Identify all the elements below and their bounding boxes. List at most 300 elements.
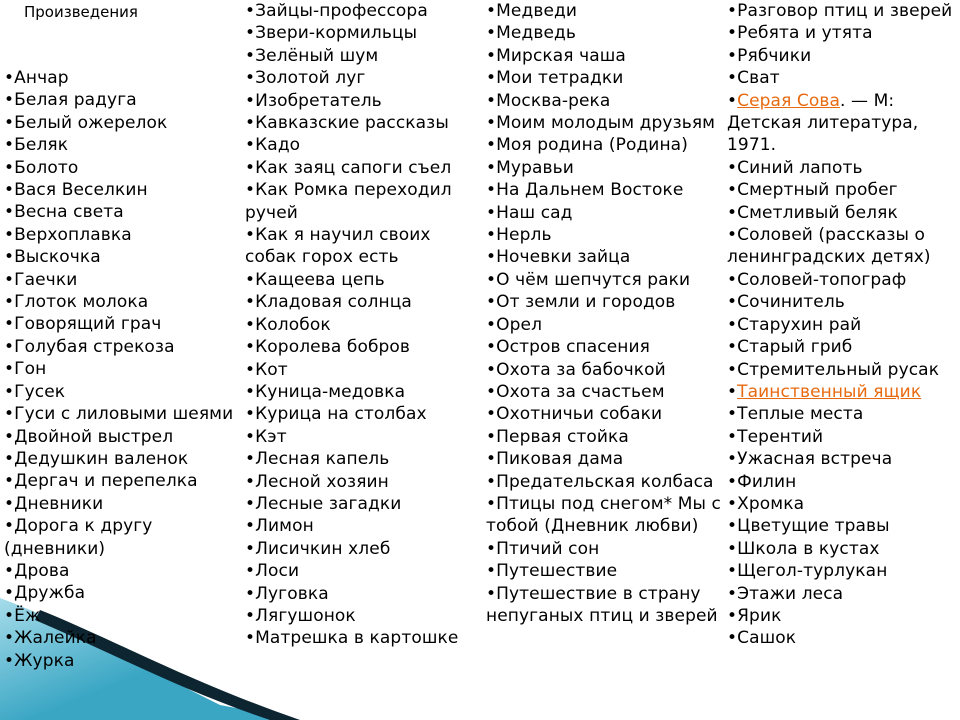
work-list-item: [245, 134, 485, 156]
work-title: Медведи: [496, 1, 578, 21]
work-link[interactable]: Серая Сова: [737, 90, 841, 111]
work-list-item: [4, 112, 242, 134]
work-title: Моим молодым друзьям: [496, 113, 716, 134]
work-title: Гаечки: [14, 269, 78, 290]
bullet-marker: •: [4, 471, 15, 492]
work-title: Изобретатель: [255, 90, 382, 111]
work-list-item: [486, 583, 722, 628]
work-title: Выскочка: [14, 247, 101, 268]
work-list-item: [245, 67, 485, 89]
bullet-marker: •: [245, 381, 256, 402]
work-title: Гон: [14, 359, 47, 380]
work-link[interactable]: Таинственный ящик: [737, 381, 922, 402]
work-title: Королева бобров: [255, 337, 411, 358]
work-list-item: [727, 583, 957, 605]
bullet-marker: •: [727, 493, 738, 514]
bullet-marker: •: [245, 90, 256, 111]
work-list-item: [245, 179, 485, 224]
bullet-marker: •: [727, 516, 738, 537]
work-list-item: [727, 291, 957, 313]
bullet-marker: •: [727, 269, 738, 290]
work-list-item: [4, 358, 242, 380]
bullet-marker: •: [486, 583, 497, 604]
work-list-item: [245, 22, 485, 44]
bullet-marker: •: [4, 202, 15, 223]
work-list-item: [727, 627, 957, 649]
work-title: Звери-кормильцы: [255, 23, 418, 44]
work-title: Гуси с лиловыми шеями: [14, 404, 234, 425]
work-list-item: [4, 426, 242, 448]
work-title: Жалейка: [14, 628, 97, 649]
work-title: Кот: [255, 359, 288, 380]
work-list-item: [4, 470, 242, 492]
work-list-item: [727, 224, 957, 269]
work-title: Школа в кустах: [737, 538, 880, 559]
work-title: Лесная капель: [255, 449, 390, 470]
work-list-item: [245, 403, 485, 425]
work-list-item: [727, 493, 957, 515]
bullet-marker: •: [486, 449, 497, 470]
work-title: Матрешка в картошке: [255, 628, 459, 649]
bullet-marker: •: [4, 493, 15, 514]
bullet-marker: •: [727, 583, 738, 604]
work-title: Кэт: [255, 426, 287, 447]
bullet-marker: •: [727, 292, 738, 313]
work-list-item: [486, 538, 722, 560]
bullet-marker: •: [486, 538, 497, 559]
bullet-marker: •: [727, 180, 738, 201]
work-list-item: [245, 269, 485, 291]
bullet-marker: •: [486, 135, 497, 156]
work-list-item: [486, 224, 722, 246]
work-list-item: [245, 90, 485, 112]
work-title: Стремительный русак: [737, 359, 940, 380]
work-title: Лесные загадки: [255, 493, 402, 514]
work-list-item: [4, 605, 242, 627]
bullet-marker: •: [245, 292, 256, 313]
work-list-item: [486, 246, 722, 268]
bullet-marker: •: [4, 605, 15, 626]
work-list-item: [727, 471, 957, 493]
work-title: Анчар: [14, 68, 69, 88]
work-list-item: [486, 22, 722, 44]
work-list-item: [4, 246, 242, 268]
work-list-item: [486, 560, 722, 582]
work-title: Терентий: [737, 426, 824, 447]
bullet-marker: •: [245, 605, 256, 626]
work-title: Предательская колбаса: [496, 471, 714, 492]
work-list-item: [245, 471, 485, 493]
bullet-marker: •: [4, 90, 15, 111]
work-list-item: [245, 336, 485, 358]
bullet-marker: •: [245, 157, 256, 178]
work-title: Гусек: [14, 381, 66, 402]
bullet-marker: •: [245, 426, 256, 447]
work-list-item: [245, 493, 485, 515]
work-title: Ярик: [737, 605, 782, 626]
work-list-item: [486, 291, 722, 313]
bullet-marker: •: [486, 1, 497, 21]
work-list-item: [727, 426, 957, 448]
work-title: Разговор птиц и зверей: [737, 1, 953, 21]
bullet-marker: •: [245, 113, 256, 134]
work-list-item: [4, 89, 242, 111]
work-title: О чём шепчутся раки: [496, 269, 691, 290]
bullet-marker: •: [727, 605, 738, 626]
bullet-marker: •: [245, 23, 256, 44]
work-title: Птицы под снегом* Мы с тобой (Дневник любви): [486, 493, 721, 537]
work-list-item: [486, 381, 722, 403]
work-list-item: [4, 224, 242, 246]
bullet-marker: •: [4, 135, 15, 156]
bullet-marker: •: [245, 493, 256, 514]
work-list-item: [727, 0, 957, 22]
work-title: Сашок: [737, 628, 797, 649]
work-title: Ёж: [14, 605, 41, 626]
work-list-item: [727, 336, 957, 358]
bullet-marker: •: [245, 314, 256, 335]
work-title: Ребята и утята: [737, 23, 873, 44]
work-list-item: [486, 471, 722, 493]
bullet-marker: •: [486, 404, 497, 425]
work-title: Рябчики: [737, 45, 812, 66]
work-title: Беляк: [14, 135, 69, 156]
work-title: Наш сад: [496, 202, 573, 223]
bullet-marker: •: [245, 471, 256, 492]
work-title: Хромка: [737, 493, 805, 514]
work-list-item: [4, 515, 242, 560]
work-title: Двойной выстрел: [14, 426, 174, 447]
work-list-item: [4, 560, 242, 582]
work-list-item: [245, 627, 485, 649]
bullet-marker: •: [4, 157, 15, 178]
work-list-item: [245, 224, 485, 269]
work-title: Сочинитель: [737, 292, 845, 313]
bullet-marker: •: [727, 359, 738, 380]
bullet-marker: •: [727, 23, 738, 44]
bullet-marker: •: [4, 68, 15, 88]
work-list-item: [4, 201, 242, 223]
bullet-marker: •: [727, 426, 738, 447]
work-title: Болото: [14, 157, 79, 178]
work-list-item: [245, 157, 485, 179]
work-list-item: [486, 179, 722, 201]
bullet-marker: •: [4, 224, 15, 245]
work-list-item: [4, 448, 242, 470]
bullet-marker: •: [4, 180, 15, 201]
bullet-marker: •: [727, 337, 738, 358]
bullet-marker: •: [4, 448, 15, 469]
work-list-item: [727, 45, 957, 67]
bullet-marker: •: [245, 225, 256, 246]
work-title: Соловей (рассказы о ленинградских детях): [727, 225, 931, 268]
work-title: Золотой луг: [255, 68, 366, 89]
work-list-item: [4, 582, 242, 604]
work-list-item: [4, 313, 242, 335]
work-title: На Дальнем Востоке: [496, 180, 684, 201]
work-list-item: [245, 0, 485, 22]
works-list-3: [486, 0, 722, 627]
bullet-marker: •: [486, 292, 497, 313]
work-title: Верхоплавка: [14, 224, 132, 245]
work-title: Голубая стрекоза: [14, 336, 175, 357]
work-list-item: [245, 381, 485, 403]
work-list-item: [245, 112, 485, 134]
work-title: Этажи леса: [737, 583, 844, 604]
work-title: Орел: [496, 314, 543, 335]
bullet-marker: •: [727, 157, 738, 178]
bullet-marker: •: [727, 404, 738, 425]
work-title: Теплые места: [737, 404, 864, 425]
work-list-item: [245, 583, 485, 605]
work-list-item[interactable]: [727, 90, 957, 157]
column-1: [4, 0, 242, 672]
work-list-item: [4, 179, 242, 201]
work-list-item: [486, 359, 722, 381]
work-list-item: [245, 560, 485, 582]
bullet-marker: •: [727, 381, 738, 402]
work-title: Охотничьи собаки: [496, 404, 663, 425]
work-title: Глоток молока: [14, 292, 149, 313]
work-title: Белый ожерелок: [14, 112, 168, 133]
work-title: Синий лапоть: [737, 157, 863, 178]
work-title: Дневники: [14, 493, 104, 514]
bullet-marker: •: [245, 1, 256, 21]
work-title: Охота за бабочкой: [496, 359, 666, 380]
bullet-marker: •: [727, 561, 738, 582]
works-list-2: [245, 0, 485, 650]
work-list-item: [486, 493, 722, 538]
bullet-marker: •: [486, 23, 497, 44]
bullet-marker: •: [245, 337, 256, 358]
bullet-marker: •: [4, 583, 15, 604]
work-title: Медведь: [496, 23, 576, 44]
bullet-marker: •: [486, 113, 497, 134]
bullet-marker: •: [486, 493, 497, 514]
work-list-item: [727, 560, 957, 582]
bullet-marker: •: [727, 628, 738, 649]
work-title: Старый гриб: [737, 337, 853, 358]
work-list-item: [727, 269, 957, 291]
work-title: Птичий сон: [496, 538, 600, 559]
works-list-1: [4, 67, 242, 672]
bullet-marker: •: [4, 381, 15, 402]
bullet-marker: •: [727, 449, 738, 470]
work-list-item: [727, 605, 957, 627]
work-title: Сметливый беляк: [737, 202, 898, 223]
work-list-item: [486, 426, 722, 448]
work-title: Остров спасения: [496, 337, 650, 358]
work-list-item: [486, 448, 722, 470]
work-list-item: [727, 538, 957, 560]
bullet-marker: •: [727, 538, 738, 559]
work-title: Курица на столбах: [255, 404, 427, 425]
work-title: Вася Веселкин: [14, 180, 148, 201]
work-list-item: [727, 67, 957, 89]
work-title: Ночевки зайца: [496, 247, 631, 268]
bullet-marker: •: [245, 68, 256, 89]
work-title: Дорога к другу (дневники): [4, 516, 153, 559]
bullet-marker: •: [245, 538, 256, 559]
bullet-marker: •: [245, 45, 256, 66]
work-list-item: [727, 22, 957, 44]
work-list-item: [245, 605, 485, 627]
work-list-item: [727, 314, 957, 336]
work-list-item: [4, 67, 242, 89]
work-title: Кладовая солнца: [255, 292, 412, 313]
bullet-marker: •: [245, 404, 256, 425]
bullet-marker: •: [4, 112, 15, 133]
work-title: Смертный пробег: [737, 180, 898, 201]
works-heading: Произведения: [24, 3, 138, 21]
work-title: Дрова: [14, 560, 70, 581]
bullet-marker: •: [486, 202, 497, 223]
work-list-item: [245, 359, 485, 381]
bullet-marker: •: [245, 269, 256, 290]
bullet-marker: •: [486, 381, 497, 402]
work-list-item: [727, 157, 957, 179]
work-title: Кадо: [255, 135, 301, 156]
work-title: От земли и городов: [496, 292, 676, 313]
bullet-marker: •: [727, 471, 738, 492]
work-title: Охота за счастьем: [496, 381, 665, 402]
work-title: Первая стойка: [496, 426, 629, 447]
work-title: Зайцы-профессора: [255, 1, 428, 21]
work-title: Филин: [737, 471, 797, 492]
work-title: Как заяц сапоги съел: [255, 157, 452, 178]
work-title: Белая радуга: [14, 90, 137, 111]
work-list-item: [4, 403, 242, 425]
work-title: Нерль: [496, 225, 552, 246]
bullet-marker: •: [727, 314, 738, 335]
work-title: Как я научил своих собак горох есть: [245, 225, 431, 268]
work-list-item: [4, 291, 242, 313]
work-list-item: [245, 538, 485, 560]
work-list-item: [4, 269, 242, 291]
work-list-item: [4, 381, 242, 403]
bullet-marker: •: [245, 359, 256, 380]
work-title: Говорящий грач: [14, 314, 162, 335]
work-list-item: [727, 179, 957, 201]
bullet-marker: •: [486, 359, 497, 380]
bullet-marker: •: [727, 90, 738, 111]
work-list-item[interactable]: [727, 381, 957, 403]
work-list-item: [245, 515, 485, 537]
work-list-item: [245, 426, 485, 448]
bullet-marker: •: [486, 157, 497, 178]
work-title: Дружба: [14, 583, 86, 604]
bullet-marker: •: [486, 90, 497, 111]
bullet-marker: •: [486, 426, 497, 447]
bullet-marker: •: [4, 359, 15, 380]
column-3: [486, 0, 722, 627]
work-list-item: [727, 403, 957, 425]
bullet-marker: •: [486, 45, 497, 66]
work-title: Пиковая дама: [496, 449, 624, 470]
work-list-item: [727, 359, 957, 381]
work-title: Москва-река: [496, 90, 611, 111]
bullet-marker: •: [4, 404, 15, 425]
bullet-marker: •: [245, 180, 256, 201]
work-title: Цветущие травы: [737, 516, 890, 537]
work-title: Лягушонок: [255, 605, 356, 626]
bullet-marker: •: [4, 516, 15, 537]
bullet-marker: •: [4, 628, 15, 649]
work-title: Куница-медовка: [255, 381, 406, 402]
work-title: Кащеева цепь: [255, 269, 385, 290]
work-list-item: [486, 269, 722, 291]
bullet-marker: •: [245, 449, 256, 470]
work-title: Лоси: [255, 561, 300, 582]
work-list-item: [245, 45, 485, 67]
work-title: Зелёный шум: [255, 45, 379, 66]
work-list-item: [486, 90, 722, 112]
bullet-marker: •: [4, 269, 15, 290]
work-title: Лимон: [255, 516, 314, 537]
bullet-marker: •: [486, 180, 497, 201]
work-title: Муравьи: [496, 157, 574, 178]
work-list-item: [4, 134, 242, 156]
work-title: Луговка: [255, 583, 329, 604]
work-list-item: [245, 448, 485, 470]
bullet-marker: •: [486, 225, 497, 246]
bullet-marker: •: [486, 314, 497, 335]
work-list-item: [4, 336, 242, 358]
bullet-marker: •: [486, 471, 497, 492]
work-title: Старухин рай: [737, 314, 862, 335]
work-title: Сват: [737, 68, 780, 89]
bullet-marker: •: [486, 247, 497, 268]
work-title: Журка: [14, 650, 75, 671]
work-list-item: [486, 202, 722, 224]
work-title: Лесной хозяин: [255, 471, 389, 492]
work-title: Кавказские рассказы: [255, 113, 449, 134]
work-title: Дедушкин валенок: [14, 448, 189, 469]
work-list-item: [727, 515, 957, 537]
work-title: Соловей-топограф: [737, 269, 907, 290]
work-list-item: [4, 157, 242, 179]
bullet-marker: •: [245, 561, 256, 582]
work-list-item: [486, 134, 722, 156]
bullet-marker: •: [4, 336, 15, 357]
work-title: Щегол-турлукан: [737, 561, 888, 582]
work-list-item: [4, 650, 242, 672]
work-list-item: [486, 112, 722, 134]
bullet-marker: •: [4, 247, 15, 268]
work-list-item: [245, 291, 485, 313]
work-list-item: [4, 627, 242, 649]
bullet-marker: •: [727, 225, 738, 246]
bullet-marker: •: [245, 135, 256, 156]
column-2: [245, 0, 485, 650]
bullet-marker: •: [727, 202, 738, 223]
work-title: Мои тетрадки: [496, 68, 624, 89]
work-list-item: [486, 157, 722, 179]
work-title: Ужасная встреча: [737, 449, 893, 470]
work-list-item: [486, 67, 722, 89]
bullet-marker: •: [486, 561, 497, 582]
bullet-marker: •: [486, 337, 497, 358]
work-title: Лисичкин хлеб: [255, 538, 391, 559]
work-title: Мирская чаша: [496, 45, 626, 66]
bullet-marker: •: [245, 583, 256, 604]
work-list-item: [486, 0, 722, 22]
works-list-4: [727, 0, 957, 650]
bullet-marker: •: [4, 314, 15, 335]
work-list-item: [486, 314, 722, 336]
bullet-marker: •: [486, 68, 497, 89]
work-title: Дергач и перепелка: [14, 471, 198, 492]
